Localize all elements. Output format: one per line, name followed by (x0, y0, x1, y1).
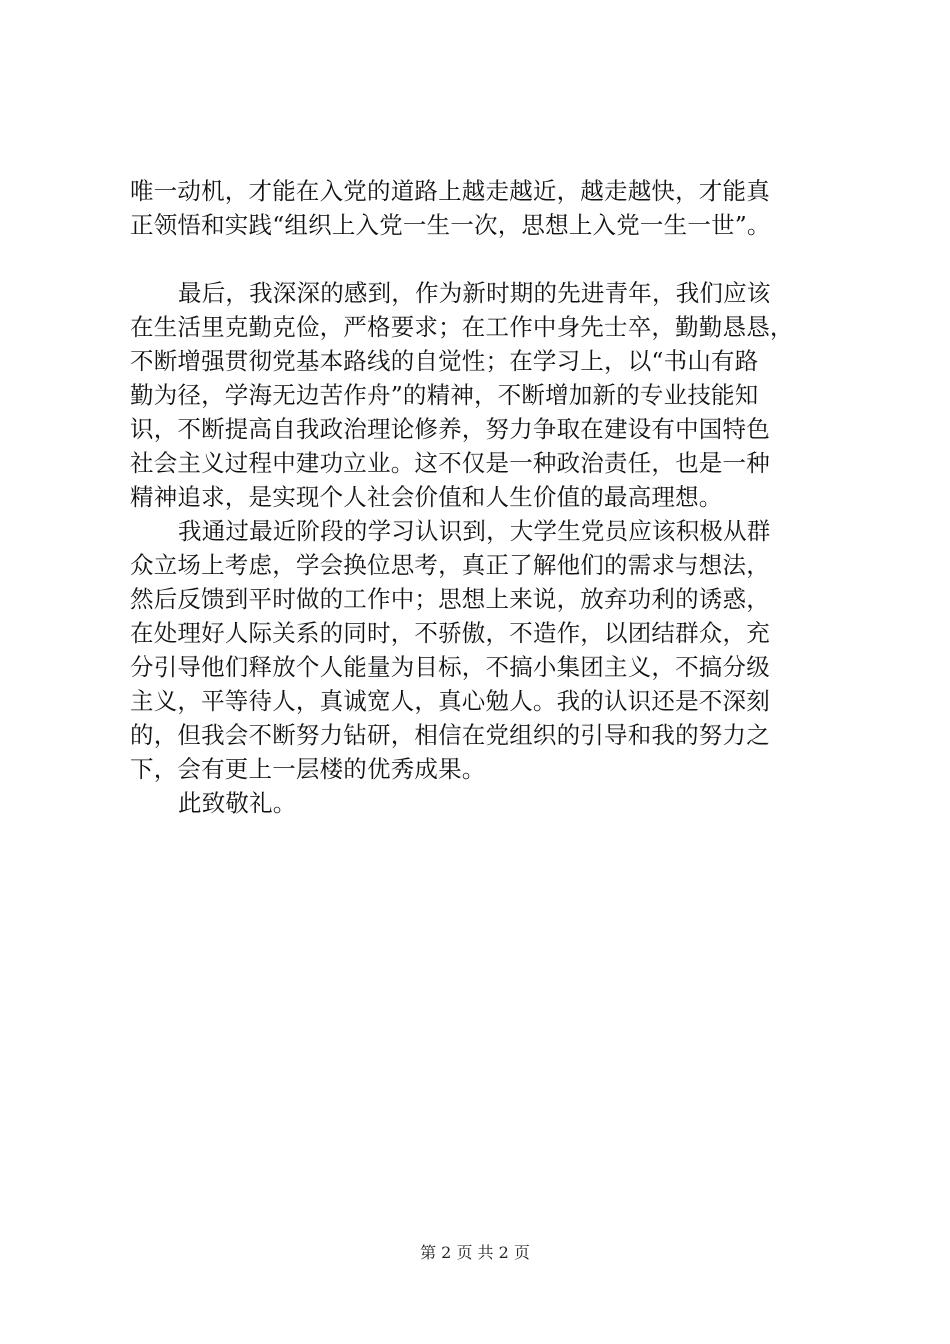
paragraph-2-line-4: 勤为径，学海无边苦作舟”的精神，不断增加新的专业技能知 (130, 381, 759, 409)
paragraph-3-line-1: 我通过最近阶段的学习认识到，大学生党员应该积极从群 (178, 517, 771, 545)
paragraph-3-line-6: 主义，平等待人，真诚宽人，真心勉人。我的认识还是不深刻 (130, 687, 770, 715)
page-number-footer: 第 2 页 共 2 页 (420, 1243, 530, 1262)
paragraph-2-line-7: 精神追求，是实现个人社会价值和人生价值的最高理想。 (130, 483, 723, 511)
paragraph-3-line-3: 然后反馈到平时做的工作中；思想上来说，放弃功利的诱惑， (130, 585, 770, 613)
paragraph-3-line-4: 在处理好人际关系的同时，不骄傲，不造作，以团结群众，充 (130, 619, 770, 647)
paragraph-3-line-5: 分引导他们释放个人能量为目标，不搞小集团主义，不搞分级 (130, 653, 770, 681)
paragraph-2-line-6: 社会主义过程中建功立业。这不仅是一种政治责任，也是一种 (130, 449, 770, 477)
paragraph-3-line-8: 下，会有更上一层楼的优秀成果。 (130, 755, 486, 783)
paragraph-1-line-1: 唯一动机，才能在入党的道路上越走越近，越走越快，才能真 (130, 177, 770, 205)
paragraph-2-line-3: 不断增强贯彻党基本路线的自觉性；在学习上，以“书山有路 (130, 347, 759, 375)
closing-line: 此致敬礼。 (178, 789, 297, 817)
paragraph-3-line-2: 众立场上考虑，学会换位思考，真正了解他们的需求与想法， (130, 551, 770, 579)
paragraph-2-line-1: 最后，我深深的感到，作为新时期的先进青年，我们应该 (178, 279, 771, 307)
paragraph-2-line-2: 在生活里克勤克俭，严格要求；在工作中身先士卒，勤勤恳恳， (130, 313, 794, 341)
paragraph-2-line-5: 识，不断提高自我政治理论修养，努力争取在建设有中国特色 (130, 415, 770, 443)
paragraph-1-line-2: 正领悟和实践“组织上入党一生一次，思想上入党一生一世”。 (130, 211, 771, 239)
paragraph-3-line-7: 的，但我会不断努力钻研，相信在党组织的引导和我的努力之 (130, 721, 770, 749)
